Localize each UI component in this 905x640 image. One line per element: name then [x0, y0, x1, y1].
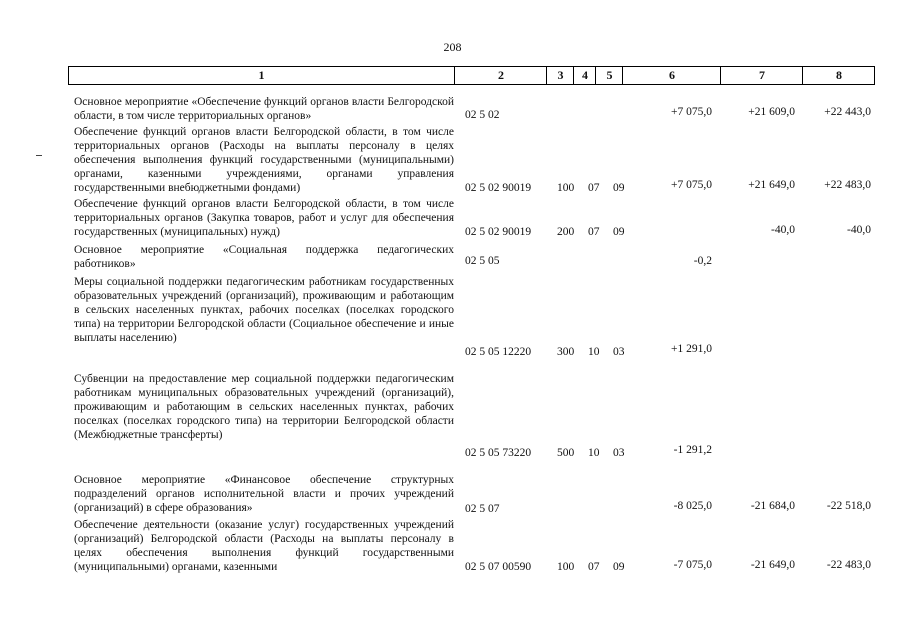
row-code: 02 5 07	[465, 503, 500, 515]
row-col-5: 03	[613, 447, 625, 459]
row-description: Основное мероприятие «Обеспечение функций органов власти Белгородской области, в том числе территориальных органов»	[74, 96, 454, 122]
row-code: 02 5 05 73220	[465, 447, 532, 459]
row-description: Субвенции на предоставление мер социальной поддержки педагогическим работникам муниципальных образовательных учреждений (организаций), проживающим и работающим в сельских населенных пунктах, рабочих поселках (поселках городского типа) на территории Белгородской области (Межбюджетные трансферты)	[74, 373, 454, 441]
row-code: 02 5 02 90019	[465, 226, 532, 238]
margin-mark	[36, 155, 42, 156]
row-col-3: 300	[557, 346, 575, 358]
table-header	[68, 66, 875, 85]
row-description: Обеспечение функций органов власти Белгородской области, в том числе территориальных органов (Закупка товаров, работ и услуг для обеспечения государственных (муниципальных) нужд)	[74, 198, 454, 238]
header-col-1: 1	[258, 68, 265, 82]
header-col-2: 2	[454, 67, 547, 84]
row-col-4: 07	[588, 226, 600, 238]
header-col-8: 8	[802, 67, 875, 84]
row-value-6: -0,2	[693, 255, 712, 267]
row-value-6: -8 025,0	[673, 500, 712, 512]
row-col-5: 09	[613, 182, 625, 194]
header-col-4: 4	[573, 67, 596, 84]
row-description: Обеспечение функций органов власти Белгородской области, в том числе территориальных органов (Расходы на выплаты персоналу в целях обеспечения выполнения функций государственными (муниципальными) органами, казенными учреждениями, органами управления государственными внебюджетными фондами)	[74, 126, 454, 194]
header-col-5: 5	[595, 67, 623, 84]
row-col-5: 09	[613, 226, 625, 238]
row-col-3: 200	[557, 226, 575, 238]
row-col-5: 03	[613, 346, 625, 358]
row-col-4: 07	[588, 561, 600, 573]
row-code: 02 5 05	[465, 255, 500, 267]
row-description: Обеспечение деятельности (оказание услуг) государственных учреждений (организаций) Белгородской области (Расходы на выплаты персоналу в целях обеспечения выполнения функций государственными (муниципальными) органами, казенными	[74, 519, 454, 573]
row-value-7: +21 649,0	[748, 179, 795, 191]
row-value-7: +21 609,0	[748, 106, 795, 118]
row-col-4: 10	[588, 346, 600, 358]
row-code: 02 5 05 12220	[465, 346, 532, 358]
row-value-8: -40,0	[847, 224, 871, 236]
header-col-6: 6	[622, 67, 721, 84]
row-value-8: -22 483,0	[826, 559, 871, 571]
row-value-6: -7 075,0	[673, 559, 712, 571]
header-col-3: 3	[546, 67, 574, 84]
row-value-8: +22 443,0	[824, 106, 871, 118]
row-col-4: 10	[588, 447, 600, 459]
row-value-6: +1 291,0	[671, 343, 712, 355]
row-value-7: -21 649,0	[750, 559, 795, 571]
row-code: 02 5 07 00590	[465, 561, 532, 573]
row-col-3: 100	[557, 561, 575, 573]
row-col-5: 09	[613, 561, 625, 573]
row-value-7: -21 684,0	[750, 500, 795, 512]
row-code: 02 5 02 90019	[465, 182, 532, 194]
row-value-8: -22 518,0	[826, 500, 871, 512]
row-description: Основное мероприятие «Социальная поддержка педагогических работников»	[74, 244, 454, 270]
row-description: Основное мероприятие «Финансовое обеспечение структурных подразделений органов исполнительной власти и прочих учреждений (организаций) в сфере образования»	[74, 474, 454, 514]
row-col-3: 100	[557, 182, 575, 194]
row-col-3: 500	[557, 447, 575, 459]
header-col-7: 7	[720, 67, 803, 84]
page-number: 208	[443, 40, 462, 54]
row-description: Меры социальной поддержки педагогическим работникам государственных образовательных учреждений (организаций), проживающим и работающим в сельских населенных пунктах, рабочих поселках (поселках городского типа) на территории Белгородской области (Социальное обеспечение и иные выплаты населению)	[74, 276, 454, 344]
row-value-6: +7 075,0	[671, 106, 712, 118]
row-value-6: +7 075,0	[671, 179, 712, 191]
row-value-8: +22 483,0	[824, 179, 871, 191]
row-col-4: 07	[588, 182, 600, 194]
row-value-7: -40,0	[771, 224, 795, 236]
row-value-6: -1 291,2	[673, 444, 712, 456]
row-code: 02 5 02	[465, 109, 500, 121]
